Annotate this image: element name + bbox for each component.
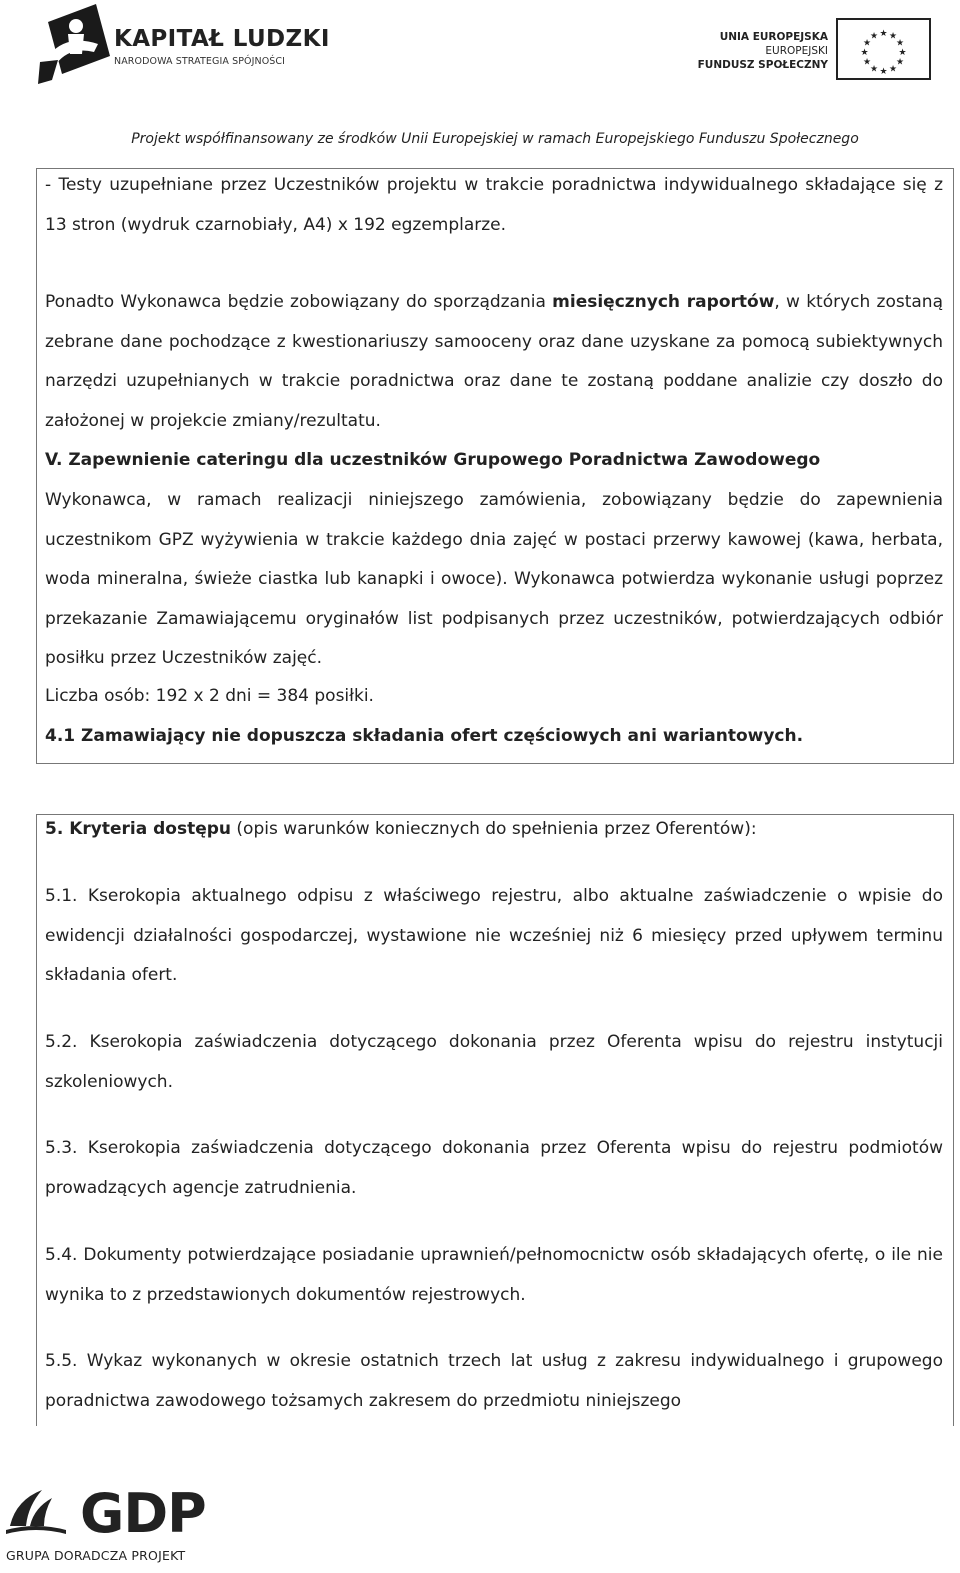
svg-text:★: ★ [860, 48, 869, 58]
criteria-heading-bold: Kryteria dostępu [69, 819, 232, 839]
no-partial-offers: 4.1 Zamawiający nie dopuszcza składania ofert częściowych ani wariantowych. [45, 726, 804, 746]
catering-paragraph: Wykonawca, w ramach realizacji niniejszego zamówienia, zobowiązany będzie do zapewnienia uczestnikom GPZ wyżywienia w trakcie każdego dnia zajęć w postaci przerwy kawowej (kawa, herbata, woda mineralna, świeże ciastka lub kanapki i owoce). Wykonawca potwierdza wykonanie usługi poprzez przekazanie Zamawiającemu oryginałów list podpisanych przez uczestników, potwierdzających odbiór posiłku przez Uczestników zajęć. [45, 490, 943, 668]
eu-label [696, 30, 828, 72]
eu-line-2: EUROPEJSKI [765, 45, 828, 57]
reports-text-bold: miesięcznych raportów [552, 292, 775, 312]
page-header [0, 0, 960, 160]
eu-line-3: FUNDUSZ SPOŁECZNY [697, 59, 828, 71]
eu-line-1: UNIA EUROPEJSKA [719, 31, 828, 43]
criteria-item: 5.3. Kserokopia zaświadczenia dotyczącego dokonania przez Oferenta wpisu do rejestru podmiotów prowadzących agencje zatrudnienia. [45, 1138, 943, 1198]
criteria-heading [45, 810, 943, 850]
criteria-heading-num: 5. [45, 819, 70, 839]
gdp-wordmark: GDP [80, 1482, 206, 1545]
svg-text:★: ★ [869, 31, 879, 42]
criteria-item: 5.4. Dokumenty potwierdzające posiadanie uprawnień/pełnomocnictw osób składających ofertę, o ile nie wynika to z przedstawionych dokumentów rejestrowych. [45, 1245, 943, 1305]
meal-count: Liczba osób: 192 x 2 dni = 384 posiłki. [45, 686, 374, 706]
svg-text:★: ★ [898, 48, 907, 58]
tests-paragraph: - Testy uzupełniane przez Uczestników projektu w trakcie poradnictwa indywidualnego składające się z 13 stron (wydruk czarnobiały, A4) x 192 egzemplarze. [45, 175, 943, 235]
reports-text-a: Ponadto Wykonawca będzie zobowiązany do sporządzania [45, 292, 553, 312]
svg-text:★: ★ [879, 29, 888, 39]
kapital-ludzki-subtitle: NARODOWA STRATEGIA SPÓJNOŚCI [114, 56, 286, 67]
svg-text:★: ★ [869, 64, 879, 75]
svg-text:★: ★ [888, 64, 898, 75]
svg-text:★: ★ [895, 38, 905, 49]
eu-flag-icon [836, 18, 931, 80]
kapital-ludzki-logo-icon [38, 4, 118, 88]
kapital-ludzki-title: KAPITAŁ LUDZKI [114, 26, 330, 52]
criteria-heading-rest: (opis warunków koniecznych do spełnienia przez Oferentów): [231, 819, 757, 839]
cofinancing-note: Projekt współfinansowany ze środków Unii Europejskiej w ramach Europejskiego Funduszu Społecznego [131, 131, 859, 147]
svg-text:★: ★ [888, 31, 898, 42]
svg-text:★: ★ [862, 38, 872, 49]
gdp-subtitle: GRUPA DORADCZA PROJEKT [6, 1548, 186, 1563]
reports-paragraph [45, 283, 943, 441]
criteria-item: 5.2. Kserokopia zaświadczenia dotyczącego dokonania przez Oferenta wpisu do rejestru instytucji szkoleniowych. [45, 1032, 943, 1092]
svg-text:★: ★ [879, 67, 888, 77]
svg-text:★: ★ [895, 57, 905, 68]
reports-text-b: , w których zostaną zebrane dane pochodzące z kwestionariuszy samooceny oraz dane uzyskane za pomocą subiektywnych narzędzi uzupełnianych w trakcie poradnictwa oraz dane te zostaną poddane analizie czy doszło do założonej w projekcie zmiany/rezultatu. [45, 292, 943, 431]
gdp-logo [0, 1480, 260, 1573]
svg-text:★: ★ [862, 57, 872, 68]
sail-icon [6, 1486, 68, 1538]
criteria-item: 5.5. Wykaz wykonanych w okresie ostatnich trzech lat usług z zakresu indywidualnego i grupowego poradnictwa zawodowego tożsamych zakresem do przedmiotu niniejszego [45, 1351, 943, 1411]
catering-heading: V. Zapewnienie cateringu dla uczestników Grupowego Poradnictwa Zawodowego [45, 450, 821, 470]
criteria-item: 5.1. Kserokopia aktualnego odpisu z właściwego rejestru, albo aktualne zaświadczenie o wpisie do ewidencji działalności gospodarczej, wystawione nie wcześniej niż 6 miesięcy przed upływem terminu składania ofert. [45, 886, 943, 985]
